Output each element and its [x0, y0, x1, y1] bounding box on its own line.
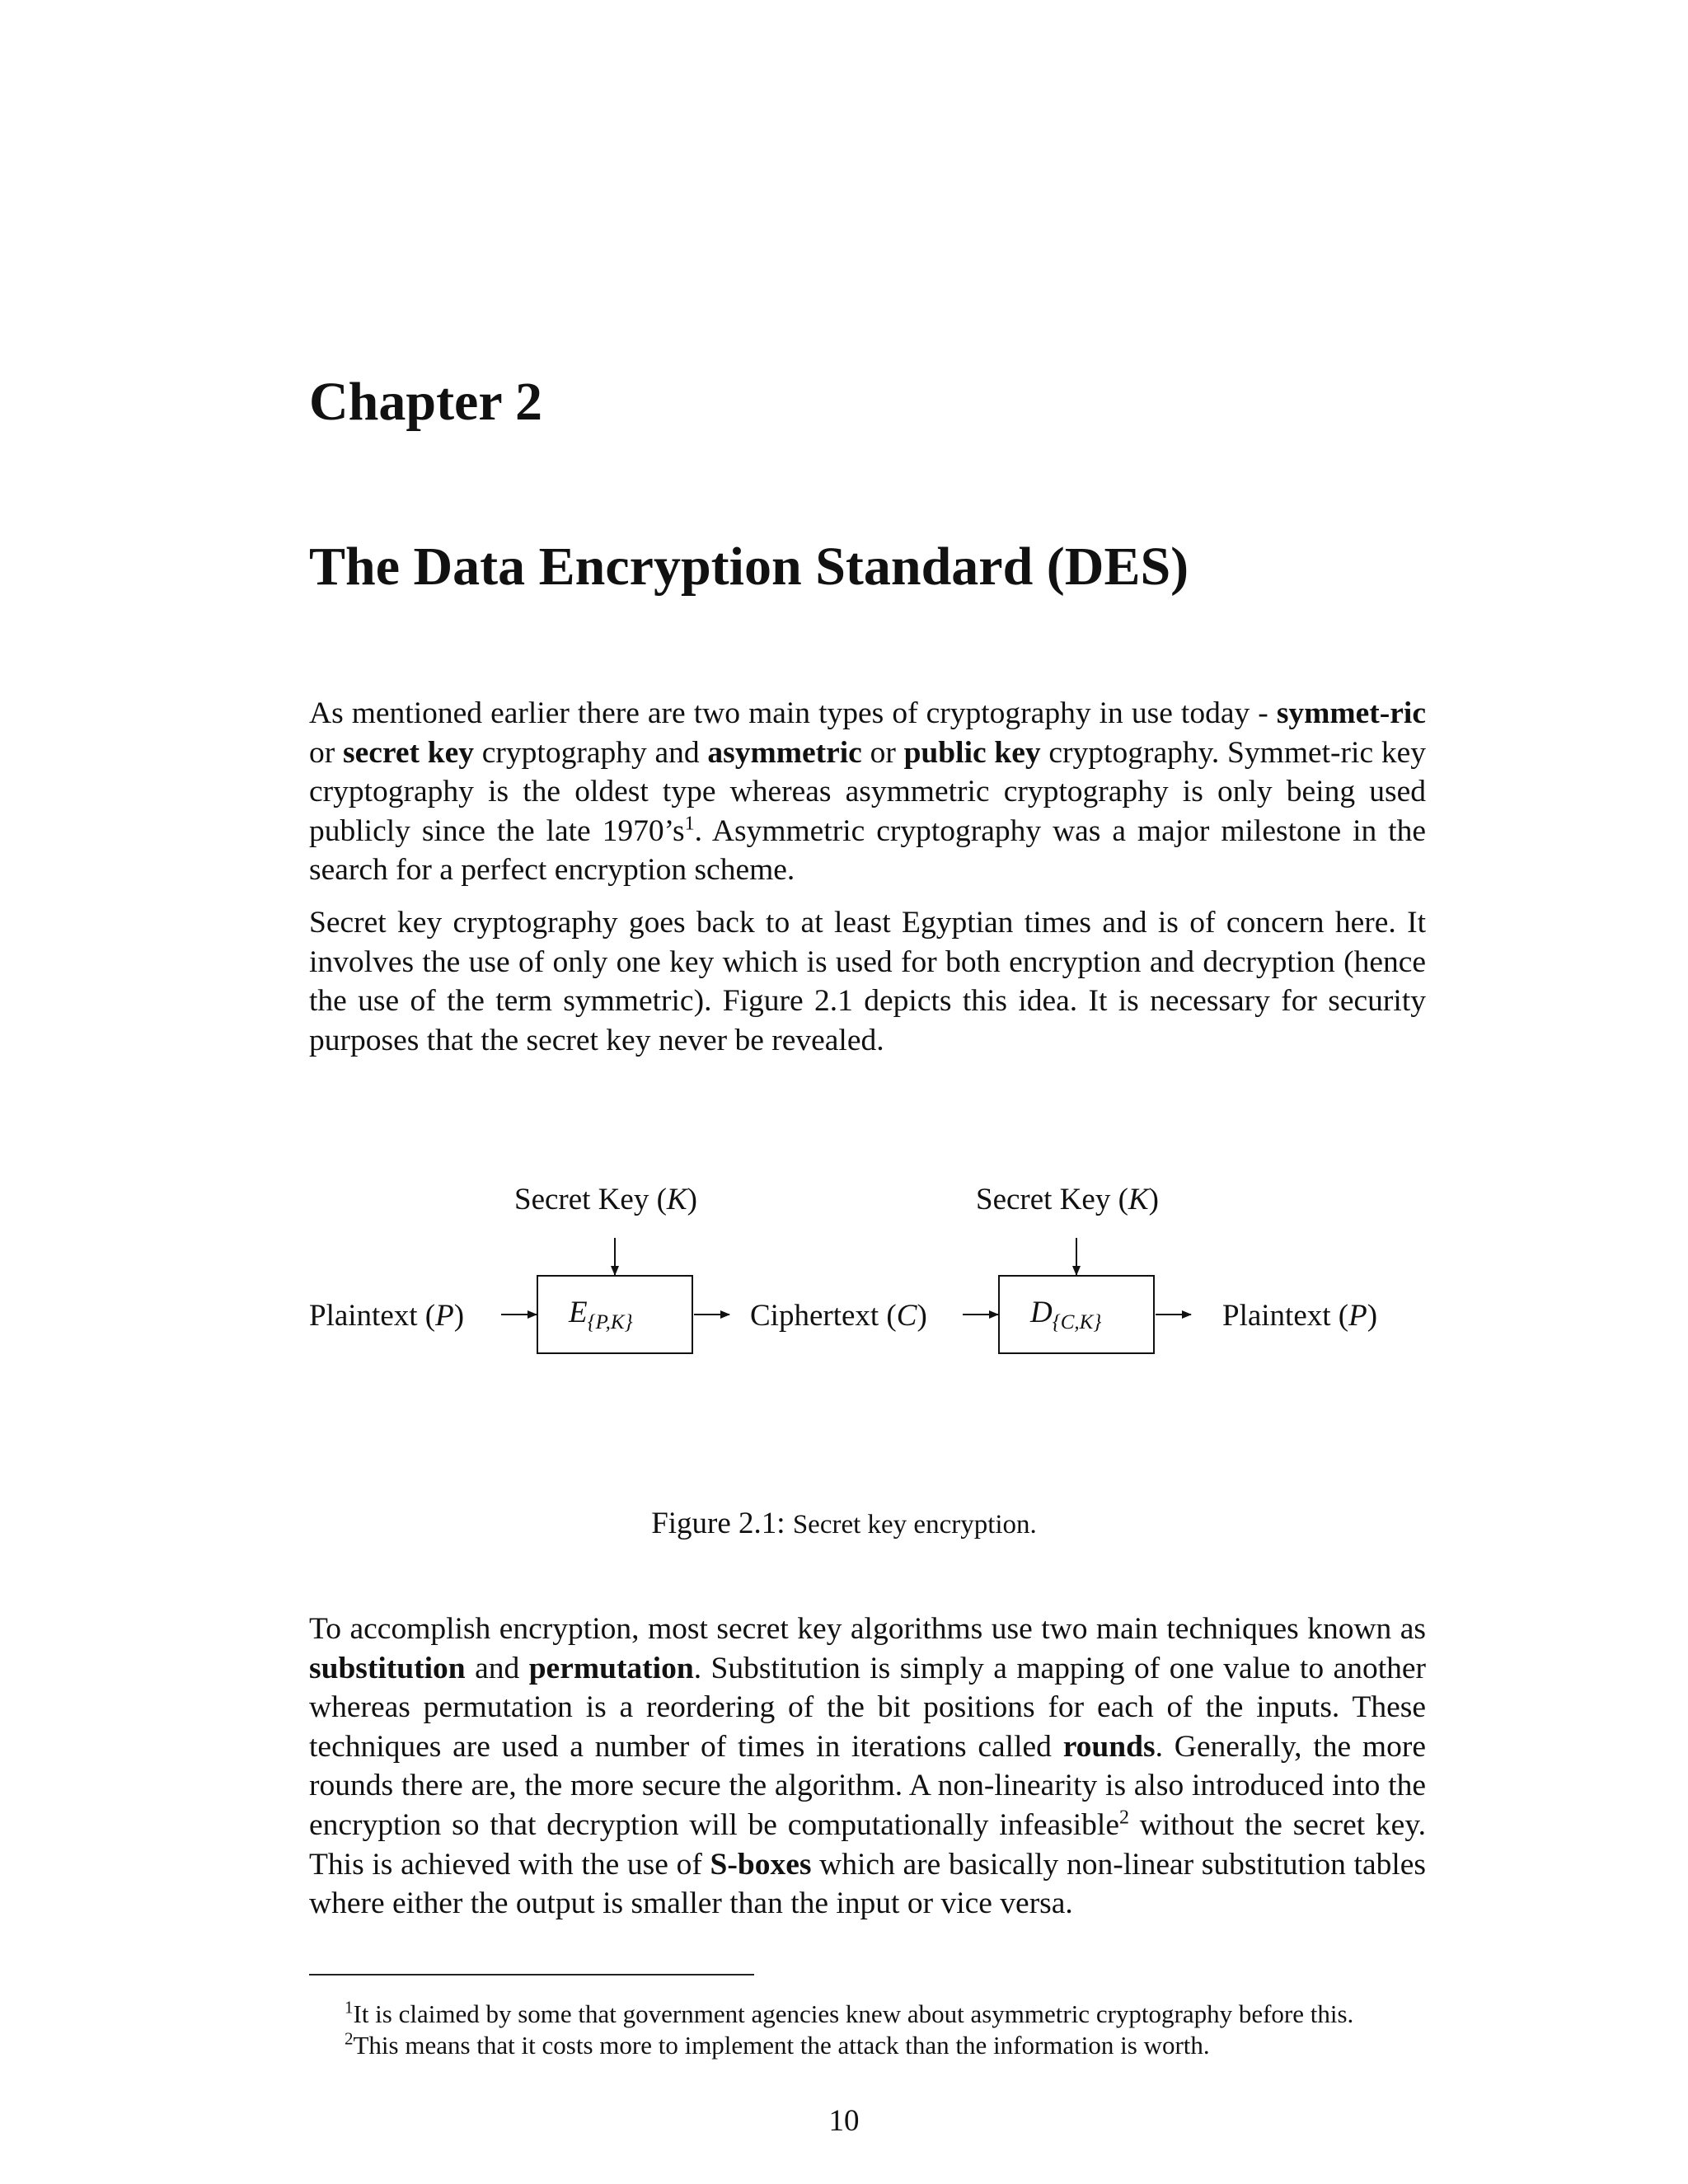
techniques-paragraph	[309, 1610, 1426, 1924]
footnote-ref-1[interactable]: 1	[684, 813, 695, 835]
term-rounds: rounds	[1062, 1729, 1156, 1764]
caption-number: Figure 2.1:	[651, 1507, 785, 1540]
term-s-boxes: S-boxes	[710, 1847, 812, 1882]
term-substitution: substitution	[309, 1651, 466, 1685]
text-run: or	[309, 735, 344, 770]
footnote-text: It is claimed by some that government agencies knew about asymmetric cryptography before this.	[353, 1999, 1354, 2028]
footnote-mark: 1	[345, 1997, 354, 2018]
encrypt-box	[537, 1276, 692, 1353]
intro-paragraph-1	[309, 694, 1426, 890]
plaintext-input-label: Plaintext (P)	[309, 1299, 465, 1333]
footnotes	[345, 1999, 1353, 2061]
chapter-title: The Data Encryption Standard (DES)	[309, 537, 1189, 597]
decrypt-function-label: $D_{\{C,K\}}$	[1030, 1296, 1102, 1333]
text-run: and	[465, 1651, 529, 1685]
decrypt-box	[999, 1276, 1154, 1353]
intro-section	[309, 694, 1426, 1060]
encrypt-function-label: $E_{\{P,K\}}$	[569, 1296, 633, 1333]
text-run: cryptography and	[474, 735, 708, 770]
term-permutation: permutation	[528, 1651, 694, 1685]
text-run: To accomplish encryption, most secret key algorithms use two main techniques known as	[309, 1612, 1426, 1646]
footnote-1	[345, 1999, 1353, 2030]
text-run: As mentioned earlier there are two main types of cryptography in use today -	[309, 696, 1277, 730]
text-run: which are basically non-linear substitution tables where either the output is smaller than the input or vice versa.	[309, 1847, 1426, 1921]
figure-caption	[0, 1508, 1688, 1539]
footnote-2	[345, 2030, 1353, 2061]
text-run: cryptography. Symmet-ric key cryptography is the oldest type whereas asymmetric cryptography is only being used publicly since the late 1970’s	[309, 735, 1426, 848]
techniques-section	[309, 1610, 1426, 1924]
caption-text: Secret key encryption.	[792, 1510, 1037, 1540]
footnote-divider	[309, 1974, 754, 1975]
term-public-key: public key	[903, 735, 1041, 770]
footnote-text: This means that it costs more to implement the attack than the information is worth.	[353, 2031, 1210, 2060]
footnote-ref-2[interactable]: 2	[1118, 1807, 1129, 1829]
plaintext-output-label: Plaintext (P)	[1222, 1299, 1378, 1333]
page-number: 10	[828, 2104, 860, 2138]
term-secret-key: secret key	[343, 735, 475, 770]
chapter-label: Chapter 2	[309, 372, 542, 432]
text-run: without the secret key. This is achieved with the use of	[309, 1807, 1427, 1882]
text-run: . Substitution is simply a mapping of one value to another whereas permutation is a reordering of the bit positions for each of the inputs. These techniques are used a number of times in iterations called	[309, 1651, 1426, 1764]
text-run: or	[861, 735, 904, 770]
text-run: . Generally, the more rounds there are, the more secure the algorithm. A non-linearity is also introduced into the encryption so that decryption will be computationally infeasible	[309, 1729, 1426, 1842]
text-run: . Asymmetric cryptography was a major milestone in the search for a perfect encryption scheme.	[309, 813, 1426, 888]
key-label-right: Secret Key (K)	[976, 1183, 1159, 1216]
term-asymmetric: asymmetric	[707, 735, 862, 770]
footnote-mark: 2	[345, 2028, 354, 2049]
ciphertext-label: Ciphertext (C)	[750, 1299, 927, 1333]
term-symmetric: symmet-ric	[1276, 696, 1426, 730]
intro-paragraph-2: Secret key cryptography goes back to at least Egyptian times and is of concern here. It involves the use of only one key which is used for both encryption and decryption (hence the use of the term symmetric). Figure 2.1 depicts this idea. It is necessary for security purposes that the secret key never be revealed.	[309, 905, 1426, 1057]
key-label-left: Secret Key (K)	[514, 1183, 697, 1216]
